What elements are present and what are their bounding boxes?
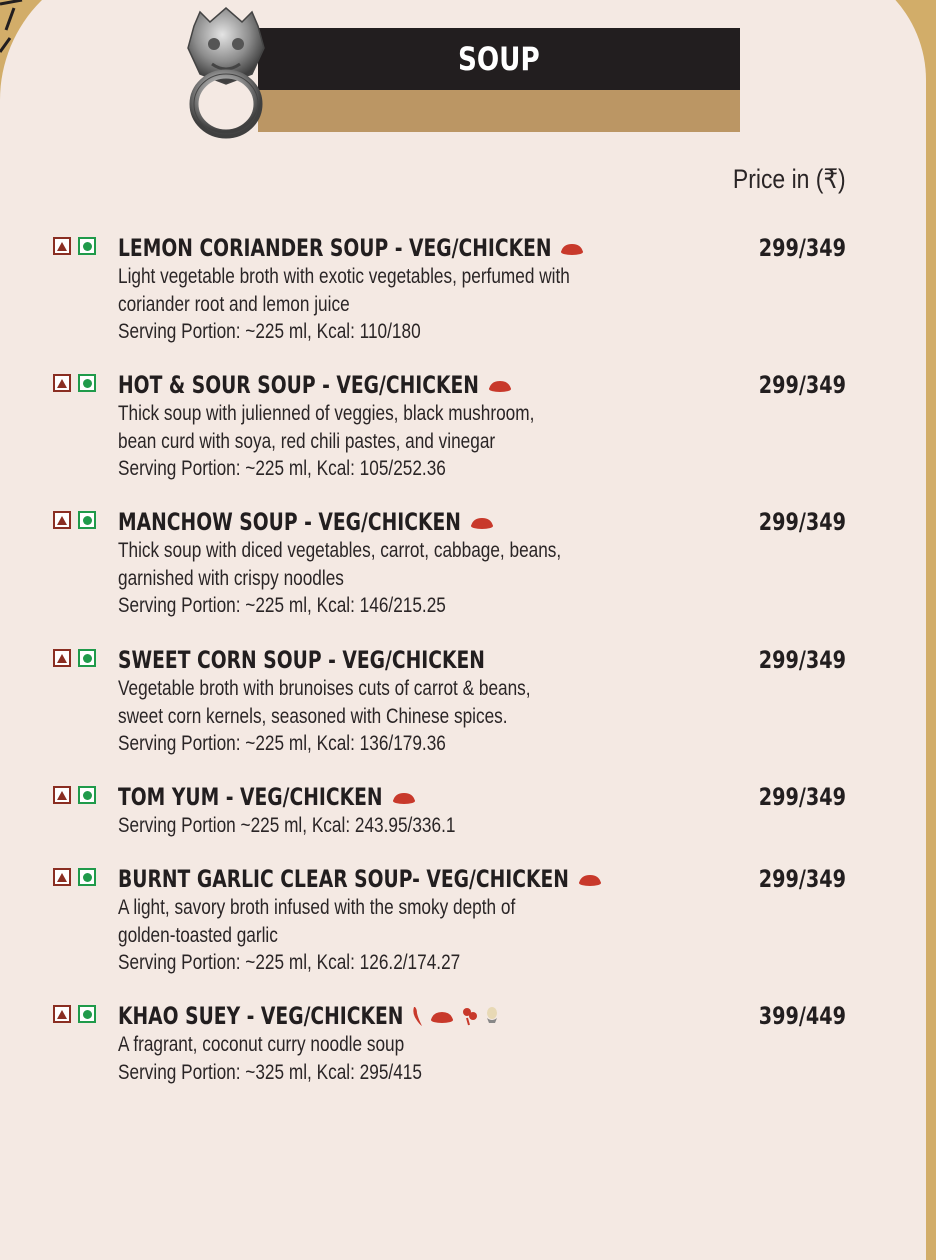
item-description: coriander root and lemon juice xyxy=(118,292,350,316)
red-chili-pepper-icon xyxy=(411,1005,423,1027)
item-serving: Serving Portion: ~225 ml, Kcal: 146/215.25 xyxy=(118,594,446,617)
header-stripe xyxy=(258,90,740,132)
item-name: LEMON CORIANDER SOUP - VEG/CHICKEN xyxy=(118,234,552,262)
item-serving: Serving Portion: ~225 ml, Kcal: 126.2/174.27 xyxy=(118,951,461,974)
chili-icon xyxy=(577,871,603,887)
item-price: 299/349 xyxy=(758,508,846,536)
non-veg-icon xyxy=(53,237,71,255)
item-description: golden-toasted garlic xyxy=(118,923,278,947)
price-heading: Price in (₹) xyxy=(733,164,846,194)
item-description: bean curd with soya, red chili pastes, and vinegar xyxy=(118,429,496,453)
item-serving: Serving Portion: ~225 ml, Kcal: 105/252.36 xyxy=(118,457,446,480)
non-veg-icon xyxy=(53,374,71,392)
non-veg-icon xyxy=(53,649,71,667)
non-veg-icon xyxy=(53,868,71,886)
item-description: A light, savory broth infused with the smoky depth of xyxy=(118,896,516,919)
non-veg-icon xyxy=(53,786,71,804)
section-header xyxy=(258,28,740,90)
chili-icon xyxy=(559,240,585,256)
peanut-allergen-icon xyxy=(461,1006,479,1026)
item-name: TOM YUM - VEG/CHICKEN xyxy=(118,783,383,811)
veg-icon xyxy=(78,374,96,392)
item-description: Light vegetable broth with exotic vegetables, perfumed with xyxy=(118,265,570,288)
item-description: sweet corn kernels, seasoned with Chinese spices. xyxy=(118,704,508,728)
item-name: HOT & SOUR SOUP - VEG/CHICKEN xyxy=(118,371,479,399)
non-veg-icon xyxy=(53,511,71,529)
item-description: Thick soup with julienned of veggies, black mushroom, xyxy=(118,402,535,425)
veg-icon xyxy=(78,1005,96,1023)
chili-icon xyxy=(429,1008,455,1024)
egg-allergen-icon xyxy=(485,1006,499,1026)
item-price: 399/449 xyxy=(758,1002,846,1030)
veg-icon xyxy=(78,649,96,667)
item-serving: Serving Portion: ~225 ml, Kcal: 136/179.36 xyxy=(118,732,446,755)
item-price: 299/349 xyxy=(758,783,846,811)
item-price: 299/349 xyxy=(758,646,846,674)
item-name: BURNT GARLIC CLEAR SOUP- VEG/CHICKEN xyxy=(118,865,569,893)
veg-icon xyxy=(78,868,96,886)
item-name: SWEET CORN SOUP - VEG/CHICKEN xyxy=(118,646,485,674)
veg-icon xyxy=(78,786,96,804)
item-description: Thick soup with diced vegetables, carrot, cabbage, beans, xyxy=(118,539,562,562)
item-serving: Serving Portion ~225 ml, Kcal: 243.95/336.1 xyxy=(118,814,456,837)
chili-icon xyxy=(487,377,513,393)
section-title: SOUP xyxy=(458,40,540,78)
chili-icon xyxy=(469,514,495,530)
item-serving: Serving Portion: ~225 ml, Kcal: 110/180 xyxy=(118,320,421,343)
lion-knocker-icon xyxy=(180,4,272,140)
item-description: garnished with crispy noodles xyxy=(118,566,344,590)
item-description: A fragrant, coconut curry noodle soup xyxy=(118,1033,405,1056)
item-name: KHAO SUEY - VEG/CHICKEN xyxy=(118,1002,404,1030)
non-veg-icon xyxy=(53,1005,71,1023)
item-description: Vegetable broth with brunoises cuts of carrot & beans, xyxy=(118,677,531,700)
veg-icon xyxy=(78,237,96,255)
item-price: 299/349 xyxy=(758,234,846,262)
chili-icon xyxy=(391,789,417,805)
item-price: 299/349 xyxy=(758,865,846,893)
item-serving: Serving Portion: ~325 ml, Kcal: 295/415 xyxy=(118,1060,422,1084)
item-price: 299/349 xyxy=(758,371,846,399)
veg-icon xyxy=(78,511,96,529)
item-name: MANCHOW SOUP - VEG/CHICKEN xyxy=(118,508,461,536)
